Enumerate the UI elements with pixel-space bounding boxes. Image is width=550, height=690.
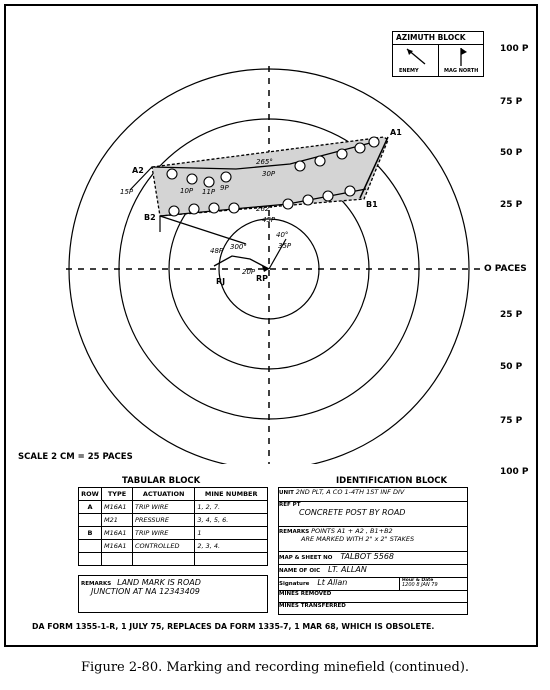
tabular-remarks-line-2: JUNCTION AT NA 12343409 — [91, 587, 200, 596]
identification-block — [278, 487, 468, 615]
header-mine-number: MINE NUMBER — [195, 488, 268, 501]
tabular-remarks-line-1: LAND MARK IS ROAD — [117, 578, 201, 587]
form-footer: DA FORM 1355-1-R, 1 JULY 75, REPLACES DA FORM 1335-7, 1 MAR 68, WHICH IS OBSOLETE. — [32, 622, 435, 631]
map-label: MAP & SHEET NO — [279, 555, 333, 561]
hour-date-cell — [399, 578, 438, 590]
tabular-remarks-label: REMARKS — [81, 581, 112, 587]
id-remarks-label: REMARKS — [279, 529, 310, 535]
tabular-block-title: TABULAR BLOCK — [122, 476, 201, 486]
note-15p: 15P — [120, 188, 134, 196]
signature-label: Signature — [279, 581, 310, 587]
azimuth-block-title: AZIMUTH BLOCK — [396, 33, 466, 42]
scale-label-100-top: 100 P — [500, 44, 529, 54]
oic-label: NAME OF OIC — [279, 568, 321, 574]
tabular-remarks-box — [78, 575, 268, 613]
note-20p: 20P — [242, 268, 256, 276]
ref-pt-label: REF PT — [279, 502, 301, 508]
cell-actuation: CONTROLLED — [133, 540, 195, 553]
table-row — [79, 527, 268, 540]
enemy-label: ENEMY — [399, 68, 419, 74]
cell-type: M16A1 — [102, 540, 133, 553]
note-45p: 45P — [262, 216, 276, 224]
cell-type: M16A1 — [102, 527, 133, 540]
hour-date-value: 1200 8 JAN 79 — [402, 582, 438, 588]
scale-label-50-bottom: 50 P — [500, 362, 523, 372]
note-35p: 35P — [278, 242, 292, 250]
mag-north-label: MAG NORTH — [444, 68, 479, 74]
header-type: TYPE — [102, 488, 133, 501]
note-10p: 10P — [180, 187, 194, 195]
cell-row — [79, 553, 102, 566]
header-row: ROW — [79, 488, 102, 501]
id-mines-transferred-row — [279, 603, 467, 614]
scale-label-75-top: 75 P — [500, 97, 523, 107]
id-oic-row — [279, 565, 467, 578]
cell-type: M16A1 — [102, 501, 133, 514]
scale-label-75-bottom: 75 P — [500, 416, 523, 426]
id-unit-row — [279, 488, 467, 502]
scale-label-25-top: 25 P — [500, 200, 523, 210]
id-map-row — [279, 552, 467, 565]
figure-caption: Figure 2-80. Marking and recording minefield (continued). — [80, 660, 470, 675]
cell-row: A — [79, 501, 102, 514]
tabular-block-table — [78, 487, 268, 566]
header-actuation: ACTUATION — [133, 488, 195, 501]
cell-type: M21 — [102, 514, 133, 527]
signature-value: Lt Allan — [317, 578, 348, 587]
table-row — [79, 501, 268, 514]
scale-text: SCALE 2 CM = 25 PACES — [18, 452, 133, 462]
note-300-deg: 300° — [230, 243, 247, 251]
note-40-deg: 40° — [276, 231, 289, 239]
cell-row — [79, 514, 102, 527]
point-a2-label: A2 — [132, 166, 144, 175]
id-signature-row — [279, 578, 467, 591]
id-ref-pt-row — [279, 502, 467, 527]
ref-pt-value: CONCRETE POST BY ROAD — [299, 508, 406, 517]
id-remarks-value-1: POINTS A1 + A2 , B1+B2 — [311, 527, 393, 535]
point-rj-label: RJ — [216, 277, 226, 286]
scale-label-zero: O PACES — [484, 264, 527, 274]
cell-mine-number: 2, 3, 4. — [195, 540, 268, 553]
point-b1-label: B1 — [366, 200, 378, 209]
cell-mine-number — [195, 553, 268, 566]
cell-mine-number: 1, 2, 7. — [195, 501, 268, 514]
table-row — [79, 514, 268, 527]
cell-actuation: PRESSURE — [133, 514, 195, 527]
note-11p: 11P — [202, 188, 216, 196]
note-30p: 30P — [262, 170, 276, 178]
unit-label: UNIT — [279, 490, 294, 496]
id-mines-removed-row — [279, 591, 467, 603]
mag-north-arrow-icon — [453, 46, 473, 68]
id-remarks-row — [279, 527, 467, 552]
cell-type — [102, 553, 133, 566]
enemy-arrow-icon — [401, 46, 431, 68]
table-header-row — [79, 488, 268, 501]
cell-mine-number: 1 — [195, 527, 268, 540]
cell-mine-number: 3, 4, 5, 6. — [195, 514, 268, 527]
note-48p: 48P — [210, 247, 224, 255]
note-262-deg: 262° — [256, 205, 273, 213]
mines-transferred-label: MINES TRANSFERRED — [279, 603, 346, 609]
point-rp-label: RP — [256, 274, 269, 283]
map-value: TALBOT 5568 — [340, 552, 394, 561]
scale-label-50-top: 50 P — [500, 148, 523, 158]
note-265-deg: 265° — [256, 158, 273, 166]
table-row — [79, 540, 268, 553]
cell-actuation — [133, 553, 195, 566]
cell-actuation: TRIP WIRE — [133, 527, 195, 540]
table-row — [79, 553, 268, 566]
cell-actuation: TRIP WIRE — [133, 501, 195, 514]
unit-value: 2ND PLT, A CO 1-4TH 1ST INF DIV — [295, 488, 405, 496]
scale-label-25-bottom: 25 P — [500, 310, 523, 320]
cell-row: B — [79, 527, 102, 540]
mines-removed-label: MINES REMOVED — [279, 591, 332, 597]
scale-label-100-bottom: 100 P — [500, 467, 529, 477]
note-9p: 9P — [220, 184, 229, 192]
cell-row — [79, 540, 102, 553]
point-b2-label: B2 — [144, 213, 156, 222]
point-a1-label: A1 — [390, 128, 402, 137]
hour-date-label: Hour & Date — [402, 578, 434, 583]
id-remarks-value-2: ARE MARKED WITH 2" x 2" STAKES — [301, 535, 415, 543]
identification-block-title: IDENTIFICATION BLOCK — [336, 476, 448, 486]
oic-value: LT. ALLAN — [328, 565, 367, 574]
